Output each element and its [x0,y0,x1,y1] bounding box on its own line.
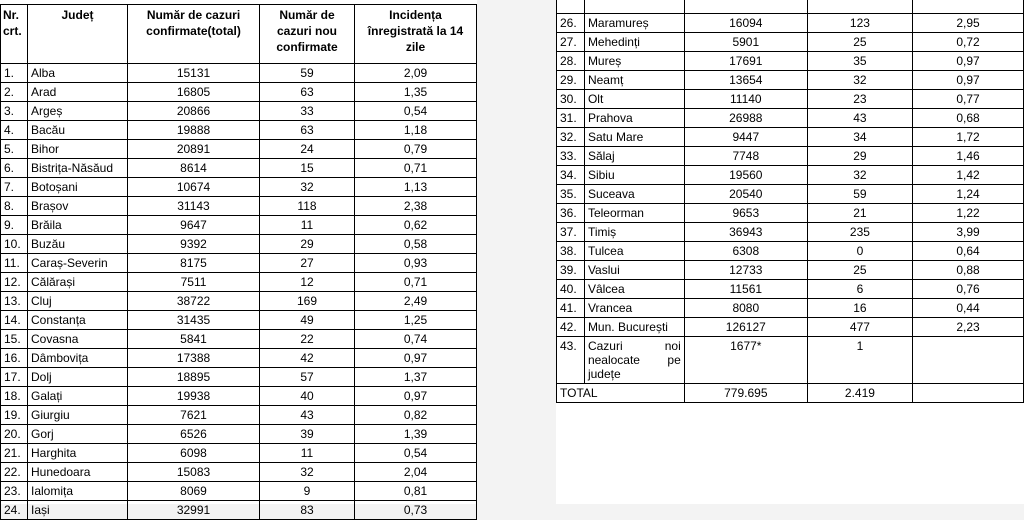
table-row [1,387,477,406]
cell-new: 43 [807,109,912,128]
table-row [557,14,1024,33]
cell-incidence: 0,74 [355,330,477,349]
cell-total: 20891 [128,140,260,159]
cell-nr: 41. [557,299,585,318]
cell-new: 1 [807,337,912,384]
cell-nr: 40. [557,280,585,299]
cell-total-label: TOTAL [557,384,685,403]
cell-nr: 34. [557,166,585,185]
cell-judet: Prahova [584,109,684,128]
cell-total: 8069 [128,482,260,501]
cell-total: 6308 [684,242,807,261]
cell-total: 31435 [128,311,260,330]
cell-new: 15 [260,159,355,178]
cell-nr: 1. [1,64,28,83]
header-judet: Județ [28,5,128,64]
table-row [1,444,477,463]
cell-total: 7511 [128,273,260,292]
header-new-confirmed: Număr de cazuri nou confirmate [260,5,355,64]
cell-judet: Vaslui [584,261,684,280]
cell-total-new: 2.419 [807,384,912,403]
cell-total: 38722 [128,292,260,311]
cell-nr: 5. [1,140,28,159]
cell-incidence: 0,58 [355,235,477,254]
cell-nr: 33. [557,147,585,166]
cell-incidence: 2,38 [355,197,477,216]
cell-incidence: 3,99 [912,223,1023,242]
cell-incidence: 1,39 [355,425,477,444]
cell-total: 19560 [684,166,807,185]
cell-judet: Iași [28,501,128,520]
cell-nr: 27. [557,33,585,52]
cell-nr: 24. [1,501,28,520]
cell-judet: Satu Mare [584,128,684,147]
cell-incidence: 0,81 [355,482,477,501]
cell-new: 59 [807,185,912,204]
cell-incidence: 0,64 [912,242,1023,261]
cell-incidence: 2,95 [912,14,1023,33]
table-row [557,33,1024,52]
table-row [1,178,477,197]
cell-incidence: 0,77 [912,90,1023,109]
cell-incidence: 1,24 [912,185,1023,204]
cell-new: 27 [260,254,355,273]
cell-total: 12733 [684,261,807,280]
cell-incidence: 0,44 [912,299,1023,318]
table-row [1,463,477,482]
cell-judet: Argeș [28,102,128,121]
cell-nr: 14. [1,311,28,330]
cell-nr: 28. [557,52,585,71]
cell-new: 123 [807,14,912,33]
cell-judet: Maramureș [584,14,684,33]
cell-judet: Vrancea [584,299,684,318]
cell-nr: 30. [557,90,585,109]
cell-nr: 32. [557,128,585,147]
cell-incidence: 0,54 [355,444,477,463]
cell-incidence: 1,18 [355,121,477,140]
cell-incidence: 0,93 [355,254,477,273]
table-row [557,318,1024,337]
cell-judet: Constanța [28,311,128,330]
cell-incidence: 2,04 [355,463,477,482]
cell-incidence: 0,97 [912,52,1023,71]
document-page-right [556,0,1024,504]
cell-incidence: 0,97 [912,71,1023,90]
cell-nr: 19. [1,406,28,425]
cell-incidence: 0,68 [912,109,1023,128]
cell-judet: Harghita [28,444,128,463]
table-row [557,109,1024,128]
cell-judet: Giurgiu [28,406,128,425]
table-row [1,83,477,102]
table-row [557,166,1024,185]
cell-judet: Neamț [584,71,684,90]
cell-new: 235 [807,223,912,242]
cell-new: 34 [807,128,912,147]
cell-incidence: 1,35 [355,83,477,102]
cell-total: 9647 [128,216,260,235]
cell-new: 32 [807,166,912,185]
cell-new: 32 [260,463,355,482]
table-row [1,235,477,254]
table-row [557,242,1024,261]
table-row [1,501,477,520]
cell-nr: 37. [557,223,585,242]
cell-nr: 13. [1,292,28,311]
table-row [557,147,1024,166]
table-row [1,349,477,368]
cell-total: 18895 [128,368,260,387]
cell-total: 17691 [684,52,807,71]
cell-nr: 20. [1,425,28,444]
table-row [557,204,1024,223]
cell-judet: Dolj [28,368,128,387]
cell-new: 477 [807,318,912,337]
cell-new: 25 [807,261,912,280]
table-row-top-stub [557,0,1024,14]
cell-total: 7621 [128,406,260,425]
cell-new: 6 [807,280,912,299]
cell-nr: 6. [1,159,28,178]
cell-judet: Brăila [28,216,128,235]
header-confirmed-total: Număr de cazuri confirmate(total) [128,5,260,64]
cell-new: 29 [260,235,355,254]
cell-new: 23 [807,90,912,109]
cell-new: 42 [260,349,355,368]
table-header-row [1,5,477,64]
cell-nr: 2. [1,83,28,102]
cell-nr: 42. [557,318,585,337]
document-page-left [0,0,477,517]
cell-judet: Covasna [28,330,128,349]
cell-total: 16094 [684,14,807,33]
cell-nr: 10. [1,235,28,254]
cell-new: 35 [807,52,912,71]
cell-total: 11140 [684,90,807,109]
cell-new: 118 [260,197,355,216]
cell-nr: 16. [1,349,28,368]
cell-nr: 38. [557,242,585,261]
cell-incidence: 2,49 [355,292,477,311]
cell-total: 13654 [684,71,807,90]
cell-total: 1677* [684,337,807,384]
table-row-unallocated [557,337,1024,384]
cell-judet: Sibiu [584,166,684,185]
cell-total: 20540 [684,185,807,204]
cell-judet: Caraș-Severin [28,254,128,273]
cell-nr: 36. [557,204,585,223]
cell-new: 21 [807,204,912,223]
cell-new: 63 [260,121,355,140]
table-row [557,223,1024,242]
cell-judet: Galați [28,387,128,406]
cell-total: 26988 [684,109,807,128]
table-row [1,406,477,425]
table-row [1,368,477,387]
table-row [1,64,477,83]
table-row [1,254,477,273]
cell-nr: 9. [1,216,28,235]
cell-judet: Timiș [584,223,684,242]
cell-total: 7748 [684,147,807,166]
cell-judet: Alba [28,64,128,83]
table-row [1,140,477,159]
cell-nr: 31. [557,109,585,128]
cell-judet: Călărași [28,273,128,292]
cell-total-incidence [912,384,1023,403]
cell-judet: Dâmbovița [28,349,128,368]
table-row [1,330,477,349]
table-row [1,311,477,330]
cell-unallocated-label: Cazuri noi nealocate pe județe [584,337,684,384]
cell-incidence: 2,23 [912,318,1023,337]
cell-new: 32 [807,71,912,90]
cell-incidence: 1,46 [912,147,1023,166]
cell-judet: Bihor [28,140,128,159]
cell-total: 11561 [684,280,807,299]
cell-nr: 21. [1,444,28,463]
table-row [1,159,477,178]
table-row [1,197,477,216]
cell-nr: 8. [1,197,28,216]
table-row [1,102,477,121]
cell-judet: Bistrița-Năsăud [28,159,128,178]
cell-total: 9447 [684,128,807,147]
cell-total: 16805 [128,83,260,102]
cell-nr: 7. [1,178,28,197]
cell-judet: Cluj [28,292,128,311]
cell-judet: Olt [584,90,684,109]
cell-total-confirmed: 779.695 [684,384,807,403]
cell-nr: 29. [557,71,585,90]
cell-incidence: 1,42 [912,166,1023,185]
cell-incidence: 0,88 [912,261,1023,280]
cell-new: 29 [807,147,912,166]
cell-new: 39 [260,425,355,444]
cell-incidence: 0,62 [355,216,477,235]
cell-total: 6098 [128,444,260,463]
cell-judet: Botoșani [28,178,128,197]
cell-incidence: 0,71 [355,273,477,292]
header-incidence: Incidența înregistrată la 14 zile [355,5,477,64]
cell-new: 22 [260,330,355,349]
cell-new: 32 [260,178,355,197]
counties-table-right [556,0,1024,403]
cell-nr: 15. [1,330,28,349]
cell-new: 9 [260,482,355,501]
table-row [557,185,1024,204]
cell-total: 9392 [128,235,260,254]
cell-total: 36943 [684,223,807,242]
table-row [557,90,1024,109]
page-gap [477,0,556,504]
cell-incidence: 0,97 [355,387,477,406]
cell-total: 32991 [128,501,260,520]
cell-incidence: 0,73 [355,501,477,520]
cell-incidence: 1,22 [912,204,1023,223]
cell-new: 169 [260,292,355,311]
cell-total: 31143 [128,197,260,216]
cell-new: 33 [260,102,355,121]
counties-table-left [0,4,477,520]
table-row [1,425,477,444]
cell-new: 43 [260,406,355,425]
cell-new: 12 [260,273,355,292]
table-row-total [557,384,1024,403]
cell-total: 9653 [684,204,807,223]
cell-incidence: 0,97 [355,349,477,368]
cell-judet: Brașov [28,197,128,216]
table-row [557,280,1024,299]
cell-new: 40 [260,387,355,406]
cell-total: 6526 [128,425,260,444]
cell-incidence: 0,79 [355,140,477,159]
cell-new: 16 [807,299,912,318]
cell-total: 5841 [128,330,260,349]
cell-judet: Suceava [584,185,684,204]
cell-new: 49 [260,311,355,330]
table-row [557,71,1024,90]
cell-total: 8614 [128,159,260,178]
cell-incidence: 1,72 [912,128,1023,147]
cell-new: 83 [260,501,355,520]
cell-new: 24 [260,140,355,159]
cell-total: 19938 [128,387,260,406]
cell-nr: 4. [1,121,28,140]
cell-total: 8080 [684,299,807,318]
cell-judet: Buzău [28,235,128,254]
cell-judet: Hunedoara [28,463,128,482]
cell-new: 11 [260,216,355,235]
cell-nr: 43. [557,337,585,384]
cell-judet: Vâlcea [584,280,684,299]
cell-incidence: 0,54 [355,102,477,121]
table-row [557,52,1024,71]
table-row [557,261,1024,280]
cell-new: 0 [807,242,912,261]
cell-total: 17388 [128,349,260,368]
cell-incidence: 0,76 [912,280,1023,299]
cell-judet: Ialomița [28,482,128,501]
cell-judet: Arad [28,83,128,102]
cell-total: 15131 [128,64,260,83]
table-row [557,299,1024,318]
table-row [1,482,477,501]
table-row [1,121,477,140]
cell-nr: 39. [557,261,585,280]
cell-judet: Tulcea [584,242,684,261]
cell-judet: Mureș [584,52,684,71]
cell-new: 57 [260,368,355,387]
cell-nr: 23. [1,482,28,501]
cell-total: 15083 [128,463,260,482]
cell-incidence: 1,37 [355,368,477,387]
cell-nr: 26. [557,14,585,33]
cell-total: 19888 [128,121,260,140]
cell-judet: Gorj [28,425,128,444]
cell-incidence: 0,82 [355,406,477,425]
cell-nr: 22. [1,463,28,482]
header-nr: Nr. crt. [1,5,28,64]
cell-incidence: 0,72 [912,33,1023,52]
cell-new: 25 [807,33,912,52]
cell-total: 8175 [128,254,260,273]
cell-nr: 11. [1,254,28,273]
cell-nr: 18. [1,387,28,406]
table-row [557,128,1024,147]
cell-nr: 17. [1,368,28,387]
cell-incidence: 0,71 [355,159,477,178]
cell-judet: Mehedinți [584,33,684,52]
cell-judet: Bacău [28,121,128,140]
cell-new: 59 [260,64,355,83]
table-row [1,292,477,311]
table-row [1,273,477,292]
table-row [1,216,477,235]
cell-total: 20866 [128,102,260,121]
cell-total: 5901 [684,33,807,52]
cell-judet: Teleorman [584,204,684,223]
cell-total: 10674 [128,178,260,197]
cell-new: 11 [260,444,355,463]
cell-nr: 3. [1,102,28,121]
cell-incidence: 1,13 [355,178,477,197]
cell-new: 63 [260,83,355,102]
cell-incidence: 2,09 [355,64,477,83]
cell-nr: 35. [557,185,585,204]
cell-judet: Mun. București [584,318,684,337]
cell-judet: Sălaj [584,147,684,166]
cell-incidence: 1,25 [355,311,477,330]
cell-incidence [912,337,1023,384]
cell-total: 126127 [684,318,807,337]
cell-nr: 12. [1,273,28,292]
